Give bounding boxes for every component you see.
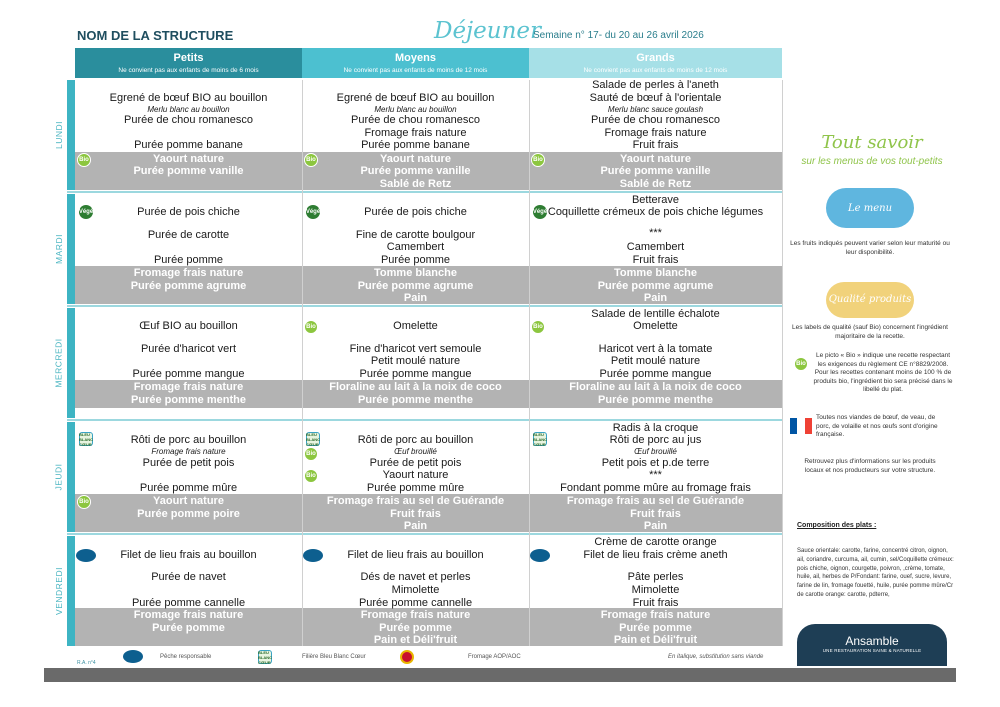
dessert: Fromage frais nature [133, 381, 244, 393]
dessert: Purée pomme vanille [360, 165, 471, 177]
meal-title: Déjeuner [434, 18, 542, 44]
dessert: Sablé de Retz [619, 178, 692, 190]
dish: Fine d'haricot vert semoule [349, 343, 482, 355]
dish: Purée pomme mangue [359, 368, 472, 380]
dish: Betterave [631, 194, 680, 206]
dish: Haricot vert à la tomate [598, 343, 713, 355]
dish-substitute: Œuf brouillé [634, 447, 677, 456]
bleu-blanc-coeur-icon: BLEU BLANC CŒUR [79, 431, 93, 447]
column-subtitle: Ne convient pas aux enfants de moins de 12 mois [343, 67, 488, 74]
bio-icon: Bio [304, 320, 318, 334]
dish: Purée de petit pois [142, 457, 235, 469]
dish: Purée pomme mangue [599, 368, 712, 380]
dessert: Tomme blanche [374, 267, 457, 279]
dish: Fruit frais [632, 139, 679, 151]
day-label-text: JEUDI [54, 463, 64, 491]
dish: Filet de lieu frais au bouillon [120, 549, 257, 561]
dessert: Purée pomme vanille [600, 165, 711, 177]
dessert: Yaourt nature [153, 153, 224, 165]
dessert: Yaourt nature [620, 153, 691, 165]
dessert: Fruit frais [630, 508, 681, 520]
ansamble-logo [797, 624, 947, 666]
dish: Salade de lentille échalote [591, 308, 720, 320]
dish: Purée de navet [151, 571, 226, 583]
column-separator [782, 80, 783, 646]
dish: Radis à la croque [612, 422, 699, 434]
labels-note: Les labels de qualité (sauf Bio) concernent l'ingrédient majoritaire de la recette. [792, 324, 948, 340]
dish: Egrené de bœuf BIO au bouillon [109, 92, 268, 104]
dish: Pâte perles [627, 571, 684, 583]
dish: Fromage frais nature [364, 127, 467, 139]
legend-bbc: Filière Bleu Blanc Cœur [302, 654, 366, 660]
french-flag-icon [790, 418, 812, 434]
logo-name: Ansamble [845, 634, 899, 648]
dish: Salade de perles à l'aneth [592, 79, 719, 91]
dish-substitute: Merlu blanc au bouillon [374, 105, 457, 114]
dish: Camembert [626, 241, 685, 253]
bleu-blanc-coeur-icon: BLEU BLANC CŒUR [533, 431, 547, 447]
bleu-blanc-coeur-icon: BLEU BLANC CŒUR [306, 431, 320, 447]
dessert: Fromage frais nature [360, 609, 471, 621]
day-label-text: MERCREDI [54, 338, 64, 388]
footer-bar [44, 668, 956, 682]
dish: Omelette [633, 320, 678, 332]
info-subtitle: sur les menus de vos tout-petits [801, 156, 943, 167]
day-label [45, 536, 73, 646]
dish: Mimolette [631, 584, 680, 596]
dish: Fondant pomme mûre au fromage frais [560, 482, 751, 494]
bio-icon: Bio [794, 357, 808, 371]
day-separator [67, 419, 782, 421]
dessert: Purée pomme [379, 622, 452, 634]
day-separator [67, 305, 782, 307]
structure-name: NOM DE LA STRUCTURE [77, 28, 234, 43]
dish: Crème de carotte orange [594, 536, 717, 548]
dish: Œuf BIO au bouillon [139, 320, 238, 332]
dish: Coquillette crémeux de pois chiche légumes [547, 206, 764, 218]
dish: Filet de lieu frais au bouillon [347, 549, 484, 561]
dish: Purée de chou romanesco [350, 114, 481, 126]
meat-origin-note: Toutes nos viandes de bœuf, de veau, de porc, de volaille et nos œufs sont d'origine française. [816, 414, 938, 438]
fish-icon [123, 650, 143, 663]
dessert: Pain [643, 520, 668, 532]
dessert: Sablé de Retz [379, 178, 452, 190]
dessert: Fromage frais nature [133, 609, 244, 621]
legend-aop: Fromage AOP/AOC [468, 654, 521, 660]
fruits-note: Les fruits indiqués peuvent varier selon leur maturité ou leur disponibilité. [790, 240, 950, 256]
dish: Egrené de bœuf BIO au bouillon [336, 92, 495, 104]
bio-icon: Bio [304, 469, 318, 483]
day-separator [67, 533, 782, 535]
dish: Purée pomme [380, 254, 451, 266]
week-label: Semaine n° 17- du 20 au 26 avril 2026 [533, 30, 704, 41]
dessert: Pain [403, 520, 428, 532]
vege-icon: Végé [306, 205, 320, 219]
fish-icon [76, 549, 96, 562]
column-separator [529, 80, 530, 646]
bleu-blanc-coeur-icon: BLEU BLANC CŒUR [258, 649, 272, 665]
more-info-note: Retrouvez plus d'informations sur les produits locaux et nos producteurs sur votre structure. [804, 458, 936, 474]
dish-substitute: Merlu blanc au bouillon [147, 105, 230, 114]
dessert: Purée pomme vanille [133, 165, 244, 177]
dish: Purée pomme cannelle [131, 597, 246, 609]
dessert: Fromage frais au sel de Guérande [566, 495, 745, 507]
dish: Mimolette [391, 584, 440, 596]
dessert: Fromage frais nature [133, 267, 244, 279]
column-subtitle: Ne convient pas aux enfants de moins de 6 mois [118, 67, 259, 74]
info-title: Tout savoir [821, 132, 923, 153]
column-separator [302, 80, 303, 646]
dish: Purée d'haricot vert [140, 343, 237, 355]
dish: Yaourt nature [382, 469, 449, 481]
bio-icon: Bio [531, 153, 545, 167]
dessert: Pain [403, 292, 428, 304]
dish: Purée de pois chiche [364, 206, 467, 218]
vege-icon: Végé [79, 205, 93, 219]
dish-substitute: Œuf brouillé [394, 447, 437, 456]
dessert: Fruit frais [390, 508, 441, 520]
dish: Sauté de bœuf à l'orientale [589, 92, 722, 104]
dish: Purée pomme cannelle [358, 597, 473, 609]
legend-peche: Pêche responsable [160, 654, 212, 660]
bio-note: Le picto « Bio » indique une recette respectant les exigences du règlement CE n°8829/2008. Pour les recettes contenant moins de 100 % de produits bio, l'ingrédient bio sera précisé dans le libellé du plat. [813, 352, 953, 393]
composition-text: Sauce orientale: carotte, farine, concentré citron, oignon, ail, coriandre, curcuma, ail, cumin, sel/Coquillette crémeux: pois chiche, oignon, courgette, poivron, ,crème, tomate, huile, ail, herbes de P/Fondant: farine, ouef, sucre, levure, farine de lin, fromage fouetté, huile, purée pomme mûre/Cr de carotte orange: carotte, pdterre, [797, 548, 954, 598]
day-label-text: MARDI [54, 234, 65, 264]
dessert: Purée pomme [619, 622, 692, 634]
dish: Rôti de porc au jus [609, 434, 702, 446]
column-header-petits [75, 48, 302, 78]
dish: Fine de carotte boulgour [355, 229, 476, 241]
dish: Fruit frais [632, 254, 679, 266]
fish-icon [530, 549, 550, 562]
dish: Rôti de porc au bouillon [357, 434, 474, 446]
bio-icon: Bio [531, 320, 545, 334]
dessert: Purée pomme agrume [597, 280, 714, 292]
dessert: Yaourt nature [153, 495, 224, 507]
dish: Fromage frais nature [604, 127, 707, 139]
dessert: Floraline au lait à la noix de coco [569, 381, 742, 393]
dessert: Purée pomme menthe [598, 394, 713, 406]
dessert: Pain et Déli'fruit [613, 634, 698, 646]
dish: Rôti de porc au bouillon [130, 434, 247, 446]
vege-icon: Végé [533, 205, 547, 219]
dish: Purée de pois chiche [137, 206, 240, 218]
fish-icon [303, 549, 323, 562]
dish: Filet de lieu frais crème aneth [583, 549, 728, 561]
dish: Camembert [386, 241, 445, 253]
dish: Petit pois et p.de terre [601, 457, 710, 469]
day-label-text: VENDREDI [54, 567, 64, 615]
column-header-grands [529, 48, 782, 78]
dessert: Fromage frais nature [600, 609, 711, 621]
dessert: Floraline au lait à la noix de coco [329, 381, 502, 393]
dish: Dés de navet et perles [360, 571, 471, 583]
logo-tagline: UNE RESTAURATION SAINE & NATURELLE [822, 648, 922, 653]
dish: Purée de chou romanesco [123, 114, 254, 126]
bio-icon: Bio [304, 153, 318, 167]
dessert: Purée pomme [152, 622, 225, 634]
dish: Purée pomme banane [361, 139, 470, 151]
dessert: Purée pomme agrume [130, 280, 247, 292]
quality-cloud: Qualité produits [826, 282, 914, 318]
column-title: Petits [173, 52, 204, 64]
dessert: Purée pomme menthe [358, 394, 473, 406]
column-header-moyens [302, 48, 529, 78]
bio-icon: Bio [77, 495, 91, 509]
day-separator [67, 191, 782, 193]
dish: Purée pomme banane [134, 139, 243, 151]
day-label [45, 308, 73, 418]
dish: Fruit frais [632, 597, 679, 609]
dish: *** [649, 227, 662, 239]
dessert: Purée pomme poire [137, 508, 240, 520]
dessert: Yaourt nature [380, 153, 451, 165]
column-subtitle: Ne convient pas aux enfants de moins de 12 mois [583, 67, 728, 74]
italic-note: En italique, substitution sans viande [668, 654, 764, 660]
dessert: Tomme blanche [614, 267, 697, 279]
bio-icon: Bio [304, 447, 318, 461]
bio-icon: Bio [77, 153, 91, 167]
dish: Purée de carotte [147, 229, 230, 241]
day-label [45, 194, 73, 304]
dish: Purée pomme [153, 254, 224, 266]
dish: Purée pomme mangue [132, 368, 245, 380]
dessert: Purée pomme menthe [131, 394, 246, 406]
dish: Purée pomme mûre [366, 482, 465, 494]
dish-substitute: Fromage frais nature [151, 447, 226, 456]
dish: Purée de petit pois [369, 457, 462, 469]
column-title: Grands [636, 52, 675, 64]
footer-reference: R.A. n°4 [77, 660, 96, 666]
composition-title: Composition des plats : [797, 522, 877, 529]
day-label [45, 422, 73, 532]
column-title: Moyens [395, 52, 436, 64]
dessert: Pain [643, 292, 668, 304]
dish: *** [649, 469, 662, 481]
dish-substitute: Merlu blanc sauce goulash [607, 105, 704, 114]
dessert: Fromage frais au sel de Guérande [326, 495, 505, 507]
dish: Purée pomme mûre [139, 482, 238, 494]
dish: Omelette [393, 320, 438, 332]
dessert: Pain et Déli'fruit [373, 634, 458, 646]
dish: Petit moulé nature [370, 355, 461, 367]
dish: Purée de chou romanesco [590, 114, 721, 126]
day-label [45, 80, 73, 190]
day-label-text: LUNDI [54, 120, 65, 150]
dish: Petit moulé nature [610, 355, 701, 367]
menu-cloud: Le menu [826, 188, 914, 228]
dessert: Purée pomme agrume [357, 280, 474, 292]
aop-icon [400, 650, 414, 664]
